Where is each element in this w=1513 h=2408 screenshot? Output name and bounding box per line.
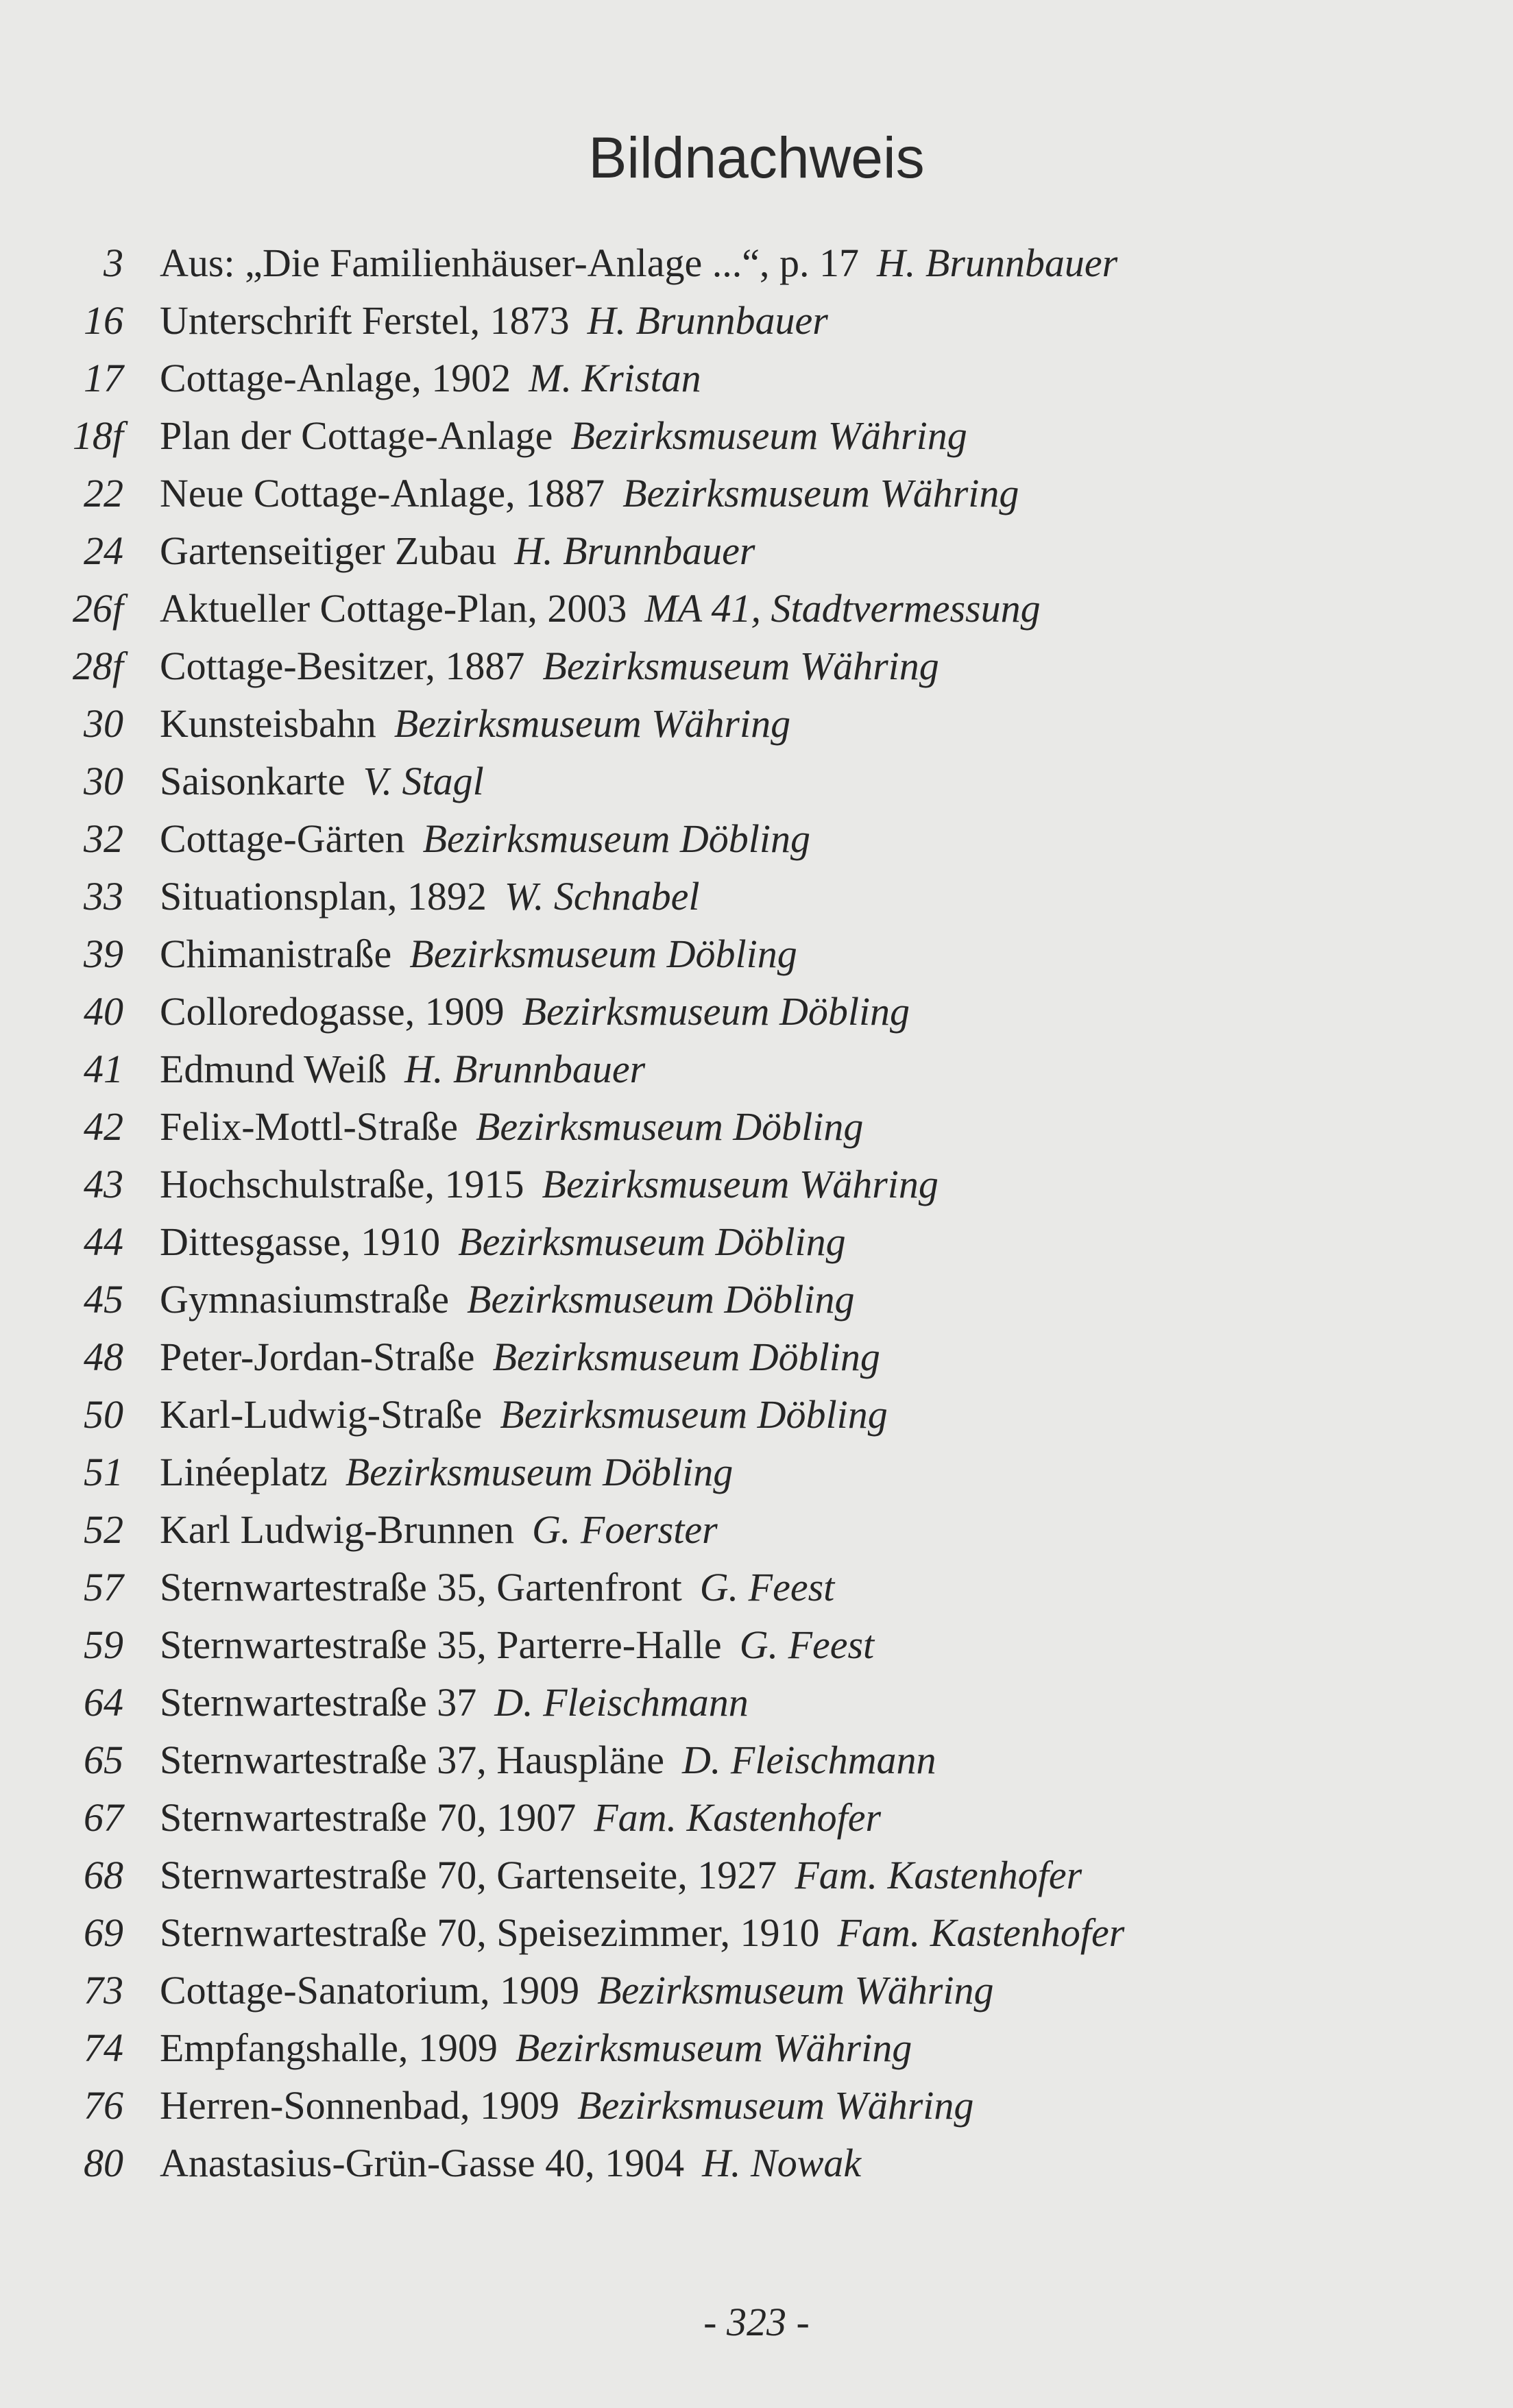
credit-caption: Gymnasiumstraße bbox=[160, 1277, 450, 1322]
credit-source: Bezirksmuseum Währing bbox=[577, 2083, 974, 2128]
credit-entry bbox=[0, 925, 1513, 983]
credit-caption: Neue Cottage-Anlage, 1887 bbox=[160, 471, 605, 515]
credit-source: D. Fleischmann bbox=[494, 1680, 749, 1725]
credit-source: MA 41, Stadtvermessung bbox=[644, 586, 1041, 631]
credit-page-number: 73 bbox=[84, 1968, 123, 2012]
credit-entry bbox=[0, 1271, 1513, 1328]
credit-entry bbox=[0, 695, 1513, 753]
credit-caption: Kunsteisbahn bbox=[160, 701, 376, 746]
credit-entry bbox=[0, 1098, 1513, 1156]
credit-text bbox=[160, 292, 828, 350]
credit-source: Bezirksmuseum Döbling bbox=[522, 989, 910, 1034]
credit-page-number: 74 bbox=[84, 2026, 123, 2070]
credit-entry bbox=[0, 292, 1513, 350]
credit-entry bbox=[0, 522, 1513, 580]
credit-page-number: 80 bbox=[84, 2141, 123, 2185]
credit-page-number: 40 bbox=[84, 989, 123, 1034]
credit-text bbox=[160, 1501, 718, 1559]
credit-source: Bezirksmuseum Döbling bbox=[500, 1392, 888, 1437]
credit-source: M. Kristan bbox=[529, 356, 701, 400]
credit-entry bbox=[0, 465, 1513, 522]
credit-page-number: 67 bbox=[84, 1795, 123, 1840]
credit-caption: Empfangshalle, 1909 bbox=[160, 2026, 498, 2070]
credit-page-number: 68 bbox=[84, 1853, 123, 1897]
credit-caption: Peter-Jordan-Straße bbox=[160, 1335, 475, 1379]
credits-list bbox=[0, 234, 1513, 2192]
credit-source: Bezirksmuseum Währing bbox=[622, 471, 1019, 515]
credit-source: Bezirksmuseum Währing bbox=[542, 644, 939, 688]
credit-source: H. Brunnbauer bbox=[514, 528, 755, 573]
credit-source: V. Stagl bbox=[363, 759, 484, 803]
credit-source: H. Brunnbauer bbox=[877, 241, 1118, 285]
credit-page-number: 32 bbox=[84, 816, 123, 861]
credit-caption: Herren-Sonnenbad, 1909 bbox=[160, 2083, 560, 2128]
credit-entry bbox=[0, 1041, 1513, 1098]
credit-text bbox=[160, 1731, 936, 1789]
credit-source: Bezirksmuseum Währing bbox=[570, 413, 967, 458]
credit-entry bbox=[0, 407, 1513, 465]
credit-text bbox=[160, 1271, 854, 1328]
credit-text bbox=[160, 1328, 880, 1386]
credit-page-number: 45 bbox=[84, 1277, 123, 1322]
credit-entry bbox=[0, 1616, 1513, 1674]
credit-text bbox=[160, 465, 1019, 522]
credit-caption: Saisonkarte bbox=[160, 759, 346, 803]
credit-caption: Unterschrift Ferstel, 1873 bbox=[160, 298, 570, 343]
credit-entry bbox=[0, 1731, 1513, 1789]
credit-caption: Karl Ludwig-Brunnen bbox=[160, 1507, 515, 1552]
credit-source: Bezirksmuseum Währing bbox=[542, 1162, 939, 1206]
page-number: - 323 - bbox=[703, 2300, 810, 2344]
credit-text bbox=[160, 1098, 863, 1156]
credit-page-number: 39 bbox=[84, 932, 123, 976]
credit-caption: Anastasius-Grün-Gasse 40, 1904 bbox=[160, 2141, 685, 2185]
credit-caption: Linéeplatz bbox=[160, 1450, 328, 1494]
credit-entry bbox=[0, 868, 1513, 925]
credit-text bbox=[160, 1156, 939, 1213]
credit-page-number: 76 bbox=[84, 2083, 123, 2128]
page-title: Bildnachweis bbox=[588, 125, 925, 190]
credit-caption: Karl-Ludwig-Straße bbox=[160, 1392, 483, 1437]
credit-page-number: 30 bbox=[84, 759, 123, 803]
credit-source: Bezirksmuseum Döbling bbox=[345, 1450, 734, 1494]
credit-caption: Chimanistraße bbox=[160, 932, 392, 976]
credit-source: G. Feest bbox=[699, 1565, 835, 1609]
credit-entry bbox=[0, 1962, 1513, 2019]
credit-text bbox=[160, 810, 810, 868]
credit-caption: Aus: „Die Familienhäuser-Anlage ...“, p. 17 bbox=[160, 241, 860, 285]
credit-source: G. Foerster bbox=[532, 1507, 718, 1552]
credit-text bbox=[160, 350, 701, 407]
credit-caption: Gartenseitiger Zubau bbox=[160, 528, 497, 573]
credit-source: D. Fleischmann bbox=[682, 1738, 936, 1782]
credit-entry bbox=[0, 2077, 1513, 2135]
credit-text bbox=[160, 522, 755, 580]
credit-entry bbox=[0, 1156, 1513, 1213]
credit-page-number: 57 bbox=[84, 1565, 123, 1609]
credit-text bbox=[160, 2019, 912, 2077]
credit-source: Bezirksmuseum Währing bbox=[515, 2026, 912, 2070]
credit-page-number: 48 bbox=[84, 1335, 123, 1379]
credit-entry bbox=[0, 1559, 1513, 1616]
credit-page-number: 22 bbox=[84, 471, 123, 515]
credit-text bbox=[160, 1559, 834, 1616]
credit-entry bbox=[0, 1789, 1513, 1847]
credit-source: Fam. Kastenhofer bbox=[795, 1853, 1082, 1897]
credit-page-number: 24 bbox=[84, 528, 123, 573]
credit-entry bbox=[0, 810, 1513, 868]
credit-page-number: 64 bbox=[84, 1680, 123, 1725]
credit-caption: Situationsplan, 1892 bbox=[160, 874, 487, 919]
credit-page-number: 65 bbox=[84, 1738, 123, 1782]
credit-text bbox=[160, 2135, 861, 2192]
credit-source: Fam. Kastenhofer bbox=[594, 1795, 882, 1840]
credit-page-number: 3 bbox=[104, 241, 123, 285]
credit-page-number: 42 bbox=[84, 1104, 123, 1149]
credit-text bbox=[160, 1962, 993, 2019]
credit-entry bbox=[0, 1501, 1513, 1559]
credit-source: Bezirksmuseum Döbling bbox=[475, 1104, 864, 1149]
credit-entry bbox=[0, 1386, 1513, 1444]
credit-text bbox=[160, 1213, 846, 1271]
credit-caption: Aktueller Cottage-Plan, 2003 bbox=[160, 586, 627, 631]
credit-entry bbox=[0, 753, 1513, 810]
credit-text bbox=[160, 1616, 874, 1674]
credit-caption: Cottage-Anlage, 1902 bbox=[160, 356, 511, 400]
credit-text bbox=[160, 1789, 881, 1847]
credit-caption: Plan der Cottage-Anlage bbox=[160, 413, 553, 458]
credit-page-number: 44 bbox=[84, 1219, 123, 1264]
credit-text bbox=[160, 868, 699, 925]
credit-page-number: 43 bbox=[84, 1162, 123, 1206]
credit-page-number: 26f bbox=[72, 586, 123, 631]
credit-caption: Sternwartestraße 70, 1907 bbox=[160, 1795, 577, 1840]
credit-text bbox=[160, 1386, 888, 1444]
credit-text bbox=[160, 234, 1117, 292]
credit-source: Bezirksmuseum Währing bbox=[394, 701, 791, 746]
credit-page-number: 18f bbox=[72, 413, 123, 458]
credit-caption: Colloredogasse, 1909 bbox=[160, 989, 505, 1034]
credit-entry bbox=[0, 983, 1513, 1041]
credit-page-number: 52 bbox=[84, 1507, 123, 1552]
credit-entry bbox=[0, 2019, 1513, 2077]
credit-source: Bezirksmuseum Döbling bbox=[492, 1335, 880, 1379]
credit-caption: Sternwartestraße 37, Hauspläne bbox=[160, 1738, 665, 1782]
credit-entry bbox=[0, 2135, 1513, 2192]
credit-page-number: 28f bbox=[72, 644, 123, 688]
credit-caption: Sternwartestraße 35, Gartenfront bbox=[160, 1565, 682, 1609]
credit-caption: Sternwartestraße 35, Parterre-Halle bbox=[160, 1622, 722, 1667]
credit-text bbox=[160, 983, 910, 1041]
credit-source: H. Nowak bbox=[702, 2141, 862, 2185]
credit-entry bbox=[0, 1213, 1513, 1271]
credit-caption: Dittesgasse, 1910 bbox=[160, 1219, 441, 1264]
credit-source: Bezirksmuseum Döbling bbox=[467, 1277, 855, 1322]
credit-caption: Sternwartestraße 70, Speisezimmer, 1910 bbox=[160, 1910, 820, 1955]
credit-source: Fam. Kastenhofer bbox=[837, 1910, 1125, 1955]
credit-text bbox=[160, 753, 484, 810]
credit-page-number: 59 bbox=[84, 1622, 123, 1667]
credit-entry bbox=[0, 1328, 1513, 1386]
credit-entry bbox=[0, 1674, 1513, 1731]
credit-text bbox=[160, 580, 1041, 637]
credit-page-number: 50 bbox=[84, 1392, 123, 1437]
credit-entry bbox=[0, 637, 1513, 695]
credit-page-number: 33 bbox=[84, 874, 123, 919]
credit-page-number: 51 bbox=[84, 1450, 123, 1494]
credit-entry bbox=[0, 350, 1513, 407]
credit-caption: Cottage-Sanatorium, 1909 bbox=[160, 1968, 580, 2012]
credit-entry bbox=[0, 580, 1513, 637]
credit-text bbox=[160, 1674, 749, 1731]
credit-text bbox=[160, 1041, 645, 1098]
credit-caption: Sternwartestraße 70, Gartenseite, 1927 bbox=[160, 1853, 777, 1897]
credit-source: Bezirksmuseum Döbling bbox=[458, 1219, 846, 1264]
credit-entry bbox=[0, 1444, 1513, 1501]
credit-entry bbox=[0, 234, 1513, 292]
credit-caption: Hochschulstraße, 1915 bbox=[160, 1162, 524, 1206]
credit-source: H. Brunnbauer bbox=[404, 1047, 646, 1091]
credit-page-number: 16 bbox=[84, 298, 123, 343]
credit-text bbox=[160, 2077, 973, 2135]
credit-page-number: 17 bbox=[84, 356, 123, 400]
credit-page-number: 41 bbox=[84, 1047, 123, 1091]
credit-entry bbox=[0, 1904, 1513, 1962]
credit-caption: Cottage-Besitzer, 1887 bbox=[160, 644, 525, 688]
credit-source: Bezirksmuseum Döbling bbox=[409, 932, 797, 976]
credit-text bbox=[160, 1904, 1124, 1962]
credit-text bbox=[160, 1444, 733, 1501]
credit-source: Bezirksmuseum Döbling bbox=[422, 816, 810, 861]
credit-caption: Edmund Weiß bbox=[160, 1047, 387, 1091]
credit-text bbox=[160, 695, 790, 753]
credit-source: G. Feest bbox=[739, 1622, 875, 1667]
credit-source: Bezirksmuseum Währing bbox=[597, 1968, 994, 2012]
credit-source: W. Schnabel bbox=[504, 874, 700, 919]
credit-page-number: 69 bbox=[84, 1910, 123, 1955]
credit-entry bbox=[0, 1847, 1513, 1904]
credit-source: H. Brunnbauer bbox=[587, 298, 828, 343]
credit-text bbox=[160, 1847, 1082, 1904]
credit-text bbox=[160, 925, 797, 983]
credit-text bbox=[160, 637, 939, 695]
credit-text bbox=[160, 407, 967, 465]
credit-page-number: 30 bbox=[84, 701, 123, 746]
credit-caption: Felix-Mottl-Straße bbox=[160, 1104, 458, 1149]
credit-caption: Sternwartestraße 37 bbox=[160, 1680, 477, 1725]
credit-caption: Cottage-Gärten bbox=[160, 816, 405, 861]
